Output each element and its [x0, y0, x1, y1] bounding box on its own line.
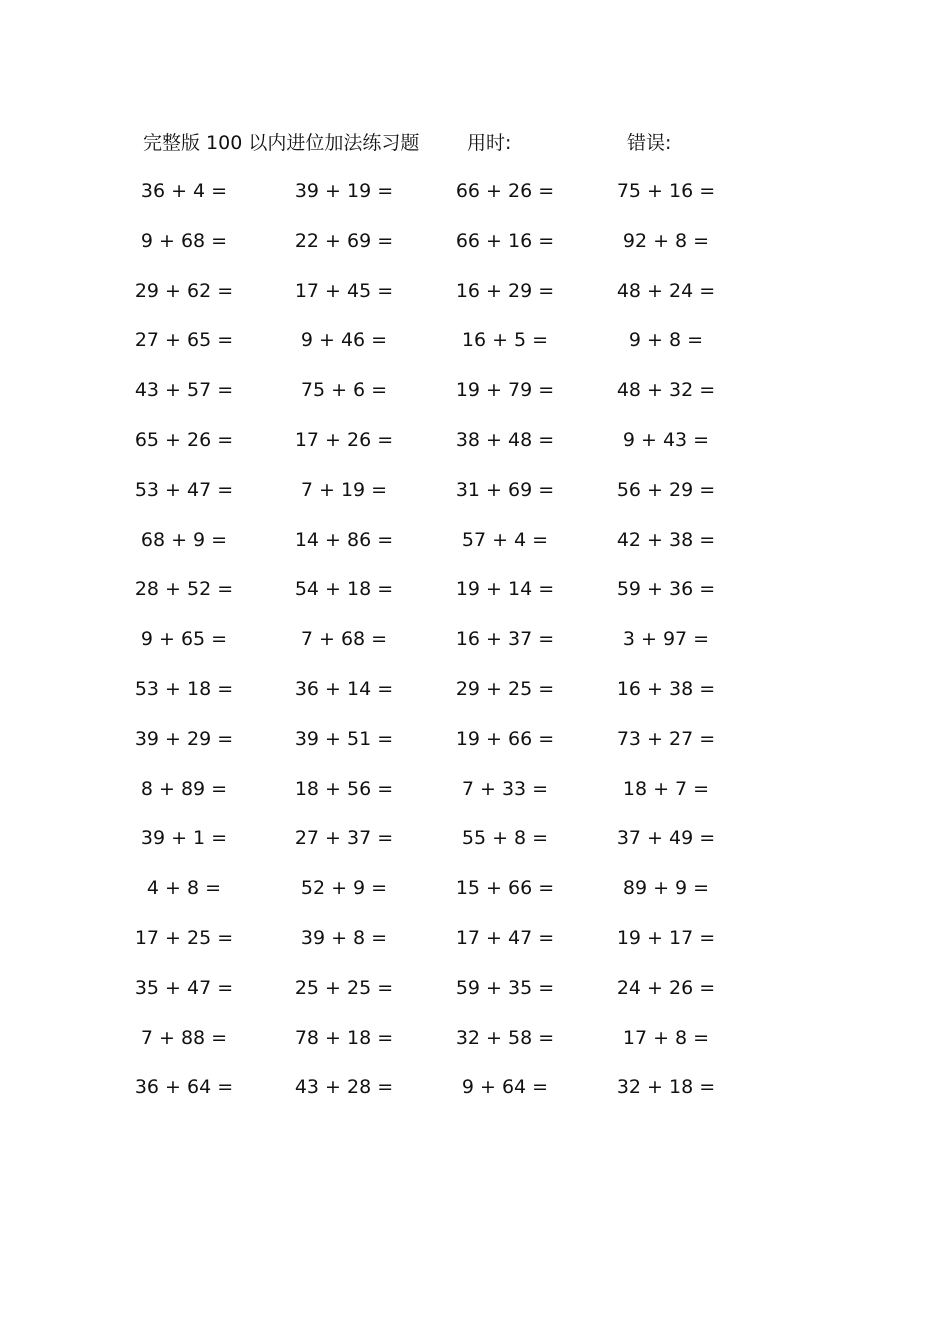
- problem-row: [0, 375, 950, 425]
- problem-item: 7 + 68 =: [300, 628, 388, 651]
- problem-row: [0, 475, 950, 525]
- problem-item: 17 + 45 =: [294, 279, 394, 302]
- problem-item: 66 + 16 =: [455, 229, 555, 252]
- errors-label: 错误:: [627, 132, 672, 154]
- problem-item: 16 + 37 =: [455, 628, 555, 651]
- problem-item: 29 + 62 =: [134, 279, 234, 302]
- worksheet-title: 完整版 100 以内进位加法练习题: [143, 132, 420, 154]
- problem-item: 42 + 38 =: [616, 528, 716, 551]
- time-label: 用时:: [467, 132, 512, 154]
- problem-item: 19 + 17 =: [616, 926, 716, 949]
- problem-item: 3 + 97 =: [622, 628, 710, 651]
- problem-item: 9 + 43 =: [622, 428, 710, 451]
- problem-row: [0, 1023, 950, 1073]
- problem-item: 14 + 86 =: [294, 528, 394, 551]
- problem-grid: [0, 176, 950, 1122]
- problem-item: 19 + 14 =: [455, 578, 555, 601]
- problem-item: 73 + 27 =: [616, 727, 716, 750]
- problem-item: 53 + 18 =: [134, 677, 234, 700]
- problem-item: 9 + 64 =: [461, 1076, 549, 1099]
- problem-item: 19 + 66 =: [455, 727, 555, 750]
- problem-row: [0, 823, 950, 873]
- problem-row: [0, 425, 950, 475]
- problem-row: [0, 774, 950, 824]
- problem-item: 17 + 47 =: [455, 926, 555, 949]
- problem-item: 9 + 68 =: [140, 229, 228, 252]
- problem-item: 66 + 26 =: [455, 180, 555, 202]
- problem-item: 16 + 5 =: [461, 329, 549, 352]
- problem-item: 55 + 8 =: [461, 827, 549, 850]
- problem-item: 7 + 19 =: [300, 478, 388, 501]
- problem-item: 16 + 29 =: [455, 279, 555, 302]
- problem-item: 28 + 52 =: [134, 578, 234, 601]
- problem-item: 68 + 9 =: [140, 528, 228, 551]
- problem-item: 29 + 25 =: [455, 677, 555, 700]
- problem-row: [0, 973, 950, 1023]
- worksheet-header: [0, 129, 950, 157]
- problem-item: 65 + 26 =: [134, 428, 234, 451]
- problem-item: 22 + 69 =: [294, 229, 394, 252]
- problem-row: [0, 873, 950, 923]
- problem-item: 25 + 25 =: [294, 976, 394, 999]
- problem-row: [0, 525, 950, 575]
- problem-item: 36 + 4 =: [140, 180, 228, 202]
- problem-item: 59 + 36 =: [616, 578, 716, 601]
- problem-item: 19 + 79 =: [455, 379, 555, 402]
- problem-item: 9 + 65 =: [140, 628, 228, 651]
- problem-row: [0, 176, 950, 226]
- problem-item: 48 + 24 =: [616, 279, 716, 302]
- problem-item: 78 + 18 =: [294, 1026, 394, 1049]
- problem-item: 7 + 33 =: [461, 777, 549, 800]
- problem-row: [0, 624, 950, 674]
- problem-item: 92 + 8 =: [622, 229, 710, 252]
- problem-item: 18 + 7 =: [622, 777, 710, 800]
- problem-item: 17 + 26 =: [294, 428, 394, 451]
- problem-item: 38 + 48 =: [455, 428, 555, 451]
- problem-item: 89 + 9 =: [622, 877, 710, 900]
- problem-item: 17 + 25 =: [134, 926, 234, 949]
- problem-row: [0, 724, 950, 774]
- problem-item: 24 + 26 =: [616, 976, 716, 999]
- problem-item: 48 + 32 =: [616, 379, 716, 402]
- problem-item: 17 + 8 =: [622, 1026, 710, 1049]
- problem-item: 16 + 38 =: [616, 677, 716, 700]
- problem-item: 75 + 6 =: [300, 379, 388, 402]
- problem-item: 56 + 29 =: [616, 478, 716, 501]
- problem-item: 52 + 9 =: [300, 877, 388, 900]
- problem-row: [0, 226, 950, 276]
- problem-item: 31 + 69 =: [455, 478, 555, 501]
- problem-item: 57 + 4 =: [461, 528, 549, 551]
- problem-item: 35 + 47 =: [134, 976, 234, 999]
- problem-item: 9 + 46 =: [300, 329, 388, 352]
- problem-item: 39 + 51 =: [294, 727, 394, 750]
- problem-item: 36 + 14 =: [294, 677, 394, 700]
- problem-item: 39 + 29 =: [134, 727, 234, 750]
- problem-item: 39 + 19 =: [294, 180, 394, 202]
- problem-item: 75 + 16 =: [616, 180, 716, 202]
- problem-item: 36 + 64 =: [134, 1076, 234, 1099]
- problem-item: 54 + 18 =: [294, 578, 394, 601]
- problem-item: 43 + 57 =: [134, 379, 234, 402]
- problem-row: [0, 325, 950, 375]
- problem-item: 4 + 8 =: [146, 877, 222, 900]
- problem-row: [0, 574, 950, 624]
- problem-item: 32 + 58 =: [455, 1026, 555, 1049]
- problem-item: 27 + 37 =: [294, 827, 394, 850]
- problem-item: 32 + 18 =: [616, 1076, 716, 1099]
- problem-row: [0, 276, 950, 326]
- problem-item: 53 + 47 =: [134, 478, 234, 501]
- problem-item: 18 + 56 =: [294, 777, 394, 800]
- problem-item: 7 + 88 =: [140, 1026, 228, 1049]
- problem-item: 59 + 35 =: [455, 976, 555, 999]
- problem-item: 27 + 65 =: [134, 329, 234, 352]
- problem-row: [0, 1072, 950, 1122]
- problem-item: 43 + 28 =: [294, 1076, 394, 1099]
- problem-item: 9 + 8 =: [628, 329, 704, 352]
- problem-row: [0, 923, 950, 973]
- problem-row: [0, 674, 950, 724]
- problem-item: 39 + 8 =: [300, 926, 388, 949]
- problem-item: 37 + 49 =: [616, 827, 716, 850]
- problem-item: 8 + 89 =: [140, 777, 228, 800]
- problem-item: 15 + 66 =: [455, 877, 555, 900]
- problem-item: 39 + 1 =: [140, 827, 228, 850]
